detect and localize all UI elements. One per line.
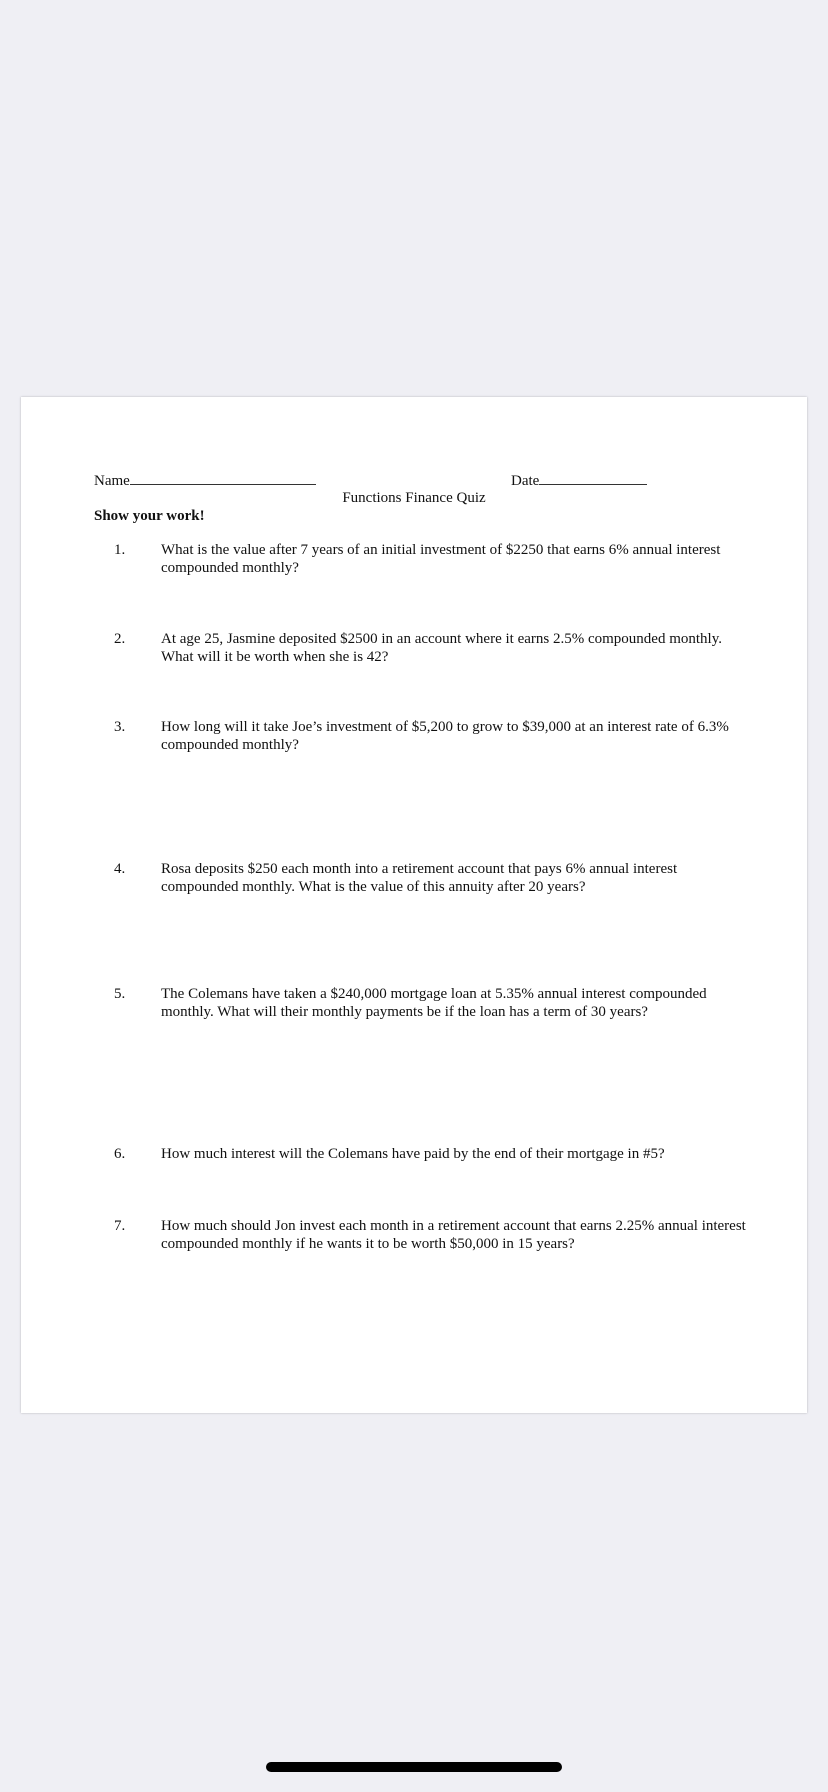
question-4	[114, 860, 754, 896]
date-field	[511, 470, 647, 490]
question-text: What is the value after 7 years of an initial investment of $2250 that earns 6% annual interest compounded monthly?	[161, 542, 721, 576]
question-number: 5.	[114, 986, 126, 1002]
question-6	[114, 1145, 754, 1163]
question-text: Rosa deposits $250 each month into a retirement account that pays 6% annual interest compounded monthly. What is the value of this annuity after 20 years?	[161, 861, 678, 895]
question-text: How much should Jon invest each month in a retirement account that earns 2.25% annual interest compounded monthly if he wants it to be worth $50,000 in 15 years?	[161, 1218, 746, 1252]
instruction-text: Show your work!	[94, 508, 205, 524]
quiz-title: Functions Finance Quiz	[342, 490, 486, 506]
question-2	[114, 630, 754, 666]
question-number: 7.	[114, 1218, 126, 1234]
date-label: Date	[511, 473, 540, 489]
question-3	[114, 718, 754, 754]
document-page	[21, 397, 807, 1413]
question-1	[114, 541, 754, 577]
question-number: 2.	[114, 631, 126, 647]
question-number: 3.	[114, 719, 126, 735]
name-field	[94, 470, 316, 490]
question-number: 6.	[114, 1146, 126, 1162]
question-5	[114, 985, 754, 1021]
name-blank-line	[130, 470, 316, 485]
question-number: 4.	[114, 861, 126, 877]
question-text: How much interest will the Colemans have paid by the end of their mortgage in #5?	[161, 1146, 665, 1162]
question-number: 1.	[114, 542, 126, 558]
question-text: The Colemans have taken a $240,000 mortgage loan at 5.35% annual interest compounded monthly. What will their monthly payments be if the loan has a term of 30 years?	[161, 986, 707, 1020]
name-label: Name	[94, 473, 130, 489]
date-blank-line	[539, 470, 647, 485]
question-text: At age 25, Jasmine deposited $2500 in an account where it earns 2.5% compounded monthly. What will it be worth when she is 42?	[161, 631, 722, 665]
question-7	[114, 1217, 754, 1253]
home-indicator[interactable]	[266, 1762, 562, 1772]
question-text: How long will it take Joe’s investment of $5,200 to grow to $39,000 at an interest rate of 6.3% compounded monthly?	[161, 719, 729, 753]
